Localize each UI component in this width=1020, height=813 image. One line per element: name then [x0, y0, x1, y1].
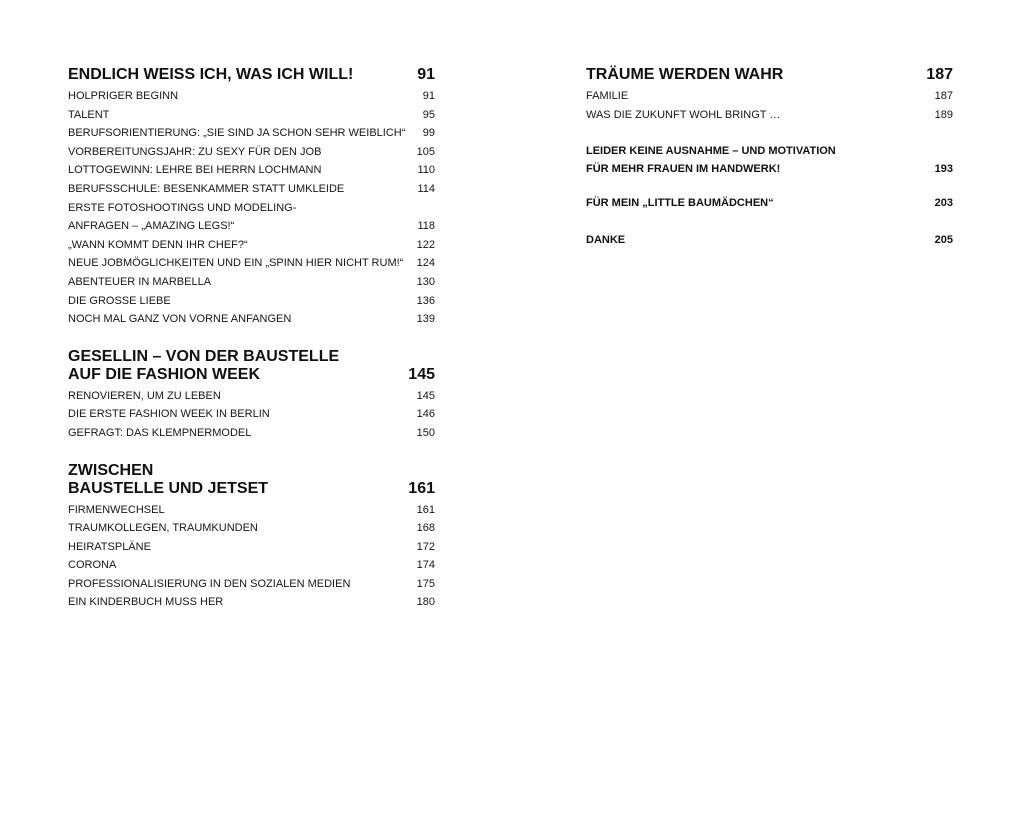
toc-section-entry [586, 232, 953, 250]
chapter-title-line: GESELLIN – VON DER BAUSTELLE [68, 347, 340, 365]
entry-page-number: 99 [422, 127, 435, 140]
entry-title [68, 387, 221, 406]
toc-entry [586, 87, 953, 106]
entry-title-line: ERSTE FOTOSHOOTINGS UND MODELING- [68, 201, 297, 214]
entry-title-line: BERUFSORIENTIERUNG: „SIE SIND JA SCHON SEHR WEIBLICH“ [68, 127, 406, 140]
entry-title-line: NEUE JOBMÖGLICHKEITEN UND EIN „SPINN HIER NICHT RUM!“ [68, 257, 404, 270]
entry-title-line: ABENTEUER IN MARBELLA [68, 275, 212, 288]
toc-entry [68, 254, 435, 273]
entry-title [586, 106, 780, 125]
entry-page-number: 110 [417, 164, 435, 177]
chapter-page-number: 91 [417, 66, 435, 83]
toc-entry [68, 593, 435, 612]
chapter-page-number: 161 [408, 479, 435, 497]
entry-page-number: 124 [416, 257, 435, 270]
section-title [586, 195, 774, 213]
section-page-number: 205 [934, 233, 953, 246]
entry-title [68, 575, 350, 594]
entry-page-number: 161 [416, 503, 435, 516]
entry-title-line: VORBEREITUNGSJAHR: ZU SEXY FÜR DEN JOB [68, 145, 322, 158]
entry-page-number: 114 [417, 182, 435, 195]
toc-entry [68, 538, 435, 557]
toc-right-column [586, 66, 953, 249]
chapter-title [68, 462, 268, 498]
toc-entry [68, 236, 435, 255]
toc-entry [68, 310, 435, 329]
entry-title-line: BERUFSSCHULE: BESENKAMMER STATT UMKLEIDE [68, 182, 345, 195]
entry-page-number: 180 [416, 596, 435, 609]
toc-section-entry [586, 143, 953, 178]
entry-title-line: FAMILIE [586, 90, 629, 102]
entry-title-line: PROFESSIONALISIERUNG IN DEN SOZIALEN MEDIEN [68, 577, 351, 590]
entry-title-line: „WANN KOMMT DENN IHR CHEF?“ [68, 238, 248, 251]
entry-title [68, 106, 109, 125]
entry-page-number: 91 [422, 90, 435, 102]
entry-page-number: 139 [416, 313, 435, 326]
toc-entry [586, 106, 953, 125]
entry-title [68, 236, 248, 255]
entry-title-line: DIE GROSSE LIEBE [68, 294, 171, 307]
chapter-page-number: 187 [926, 66, 953, 83]
section-title-line: FÜR MEIN „LITTLE BAUMÄDCHEN“ [586, 197, 774, 210]
chapter-heading [68, 66, 435, 84]
entry-title [68, 254, 403, 273]
toc-section-entry [586, 195, 953, 213]
entry-page-number: 168 [416, 522, 435, 535]
entry-title-line: GEFRAGT: DAS KLEMPNERMODEL [68, 426, 252, 439]
entry-title [68, 519, 258, 538]
entry-page-number: 105 [416, 145, 435, 158]
entry-title-line: HOLPRIGER BEGINN [68, 90, 179, 102]
entry-page-number: 136 [416, 294, 435, 307]
entry-page-number: 187 [934, 90, 953, 102]
entry-page-number: 118 [417, 220, 435, 233]
toc-chapter [68, 348, 435, 443]
toc-entry [68, 273, 435, 292]
toc-chapter [586, 66, 953, 124]
entry-page-number: 130 [416, 275, 435, 288]
entry-title [68, 538, 151, 557]
entry-title-line: FIRMENWECHSEL [68, 503, 165, 516]
section-title-line: LEIDER KEINE AUSNAHME – UND MOTIVATION [586, 145, 836, 158]
entry-page-number: 172 [416, 540, 435, 553]
toc-entry [68, 180, 435, 199]
entry-title [586, 87, 628, 106]
entry-page-number: 122 [416, 238, 435, 251]
entry-title [68, 424, 251, 443]
toc-entry [68, 501, 435, 520]
entry-title-line: ANFRAGEN – „AMAZING LEGS!“ [68, 220, 235, 233]
toc-entry [68, 124, 435, 143]
section-title [586, 143, 836, 178]
entry-title-line: RENOVIEREN, UM ZU LEBEN [68, 389, 221, 402]
entry-title-line: WAS DIE ZUKUNFT WOHL BRINGT … [586, 108, 781, 121]
entry-page-number: 145 [416, 389, 435, 402]
chapter-title [586, 66, 783, 84]
entry-title [68, 593, 223, 612]
entry-title [68, 501, 165, 520]
toc-entry [68, 405, 435, 424]
chapter-heading [68, 462, 435, 498]
entry-page-number: 95 [422, 108, 435, 121]
chapter-heading [586, 66, 953, 84]
chapter-title-line: TRÄUME WERDEN WAHR [586, 66, 784, 83]
section-page-number: 203 [934, 197, 953, 210]
entry-title [68, 273, 211, 292]
section-title-line: FÜR MEHR FRAUEN IM HANDWERK! [586, 162, 781, 175]
entry-title-line: TRAUMKOLLEGEN, TRAUMKUNDEN [68, 522, 258, 535]
toc-entry [68, 199, 435, 236]
entry-title [68, 292, 171, 311]
entry-title-line: EIN KINDERBUCH MUSS HER [68, 596, 224, 609]
entry-title-line: TALENT [68, 108, 110, 121]
entry-title [68, 161, 321, 180]
entry-title [68, 199, 296, 236]
toc-entry [68, 387, 435, 406]
entry-title-line: LOTTOGEWINN: LEHRE BEI HERRN LOCHMANN [68, 164, 322, 177]
chapter-title-line: BAUSTELLE UND JETSET [68, 479, 269, 497]
entry-title-line: DIE ERSTE FASHION WEEK IN BERLIN [68, 408, 270, 421]
entry-page-number: 175 [416, 577, 435, 590]
entry-title [68, 124, 405, 143]
chapter-title-line: ZWISCHEN [68, 461, 154, 479]
entry-title [68, 310, 291, 329]
toc-chapter [68, 462, 435, 613]
entry-title [68, 556, 116, 575]
entry-page-number: 174 [416, 559, 435, 572]
section-title [586, 232, 625, 250]
toc-entry [68, 292, 435, 311]
entry-title-line: NOCH MAL GANZ VON VORNE ANFANGEN [68, 313, 292, 326]
chapter-title-line: ENDLICH WEISS ICH, WAS ICH WILL! [68, 66, 354, 83]
toc-entry [68, 575, 435, 594]
chapter-title [68, 66, 353, 84]
entry-title [68, 87, 178, 106]
toc-entry [68, 161, 435, 180]
entry-page-number: 189 [934, 108, 953, 121]
section-page-number: 193 [934, 162, 953, 175]
chapter-heading [68, 348, 435, 384]
toc-entry [68, 106, 435, 125]
chapter-title [68, 348, 339, 384]
chapter-title-line: AUF DIE FASHION WEEK [68, 365, 261, 383]
toc-chapter [68, 66, 435, 329]
toc-entry [68, 556, 435, 575]
entry-title-line: HEIRATSPLÄNE [68, 540, 151, 553]
entry-title-line: CORONA [68, 559, 117, 572]
toc-entry [68, 143, 435, 162]
section-title-line: DANKE [586, 233, 626, 246]
toc-left-column [68, 66, 435, 612]
toc-entry [68, 87, 435, 106]
entry-title [68, 405, 270, 424]
chapter-page-number: 145 [408, 365, 435, 383]
entry-page-number: 146 [416, 408, 435, 421]
toc-entry [68, 424, 435, 443]
entry-page-number: 150 [416, 426, 435, 439]
entry-title [68, 143, 321, 162]
entry-title [68, 180, 344, 199]
toc-entry [68, 519, 435, 538]
